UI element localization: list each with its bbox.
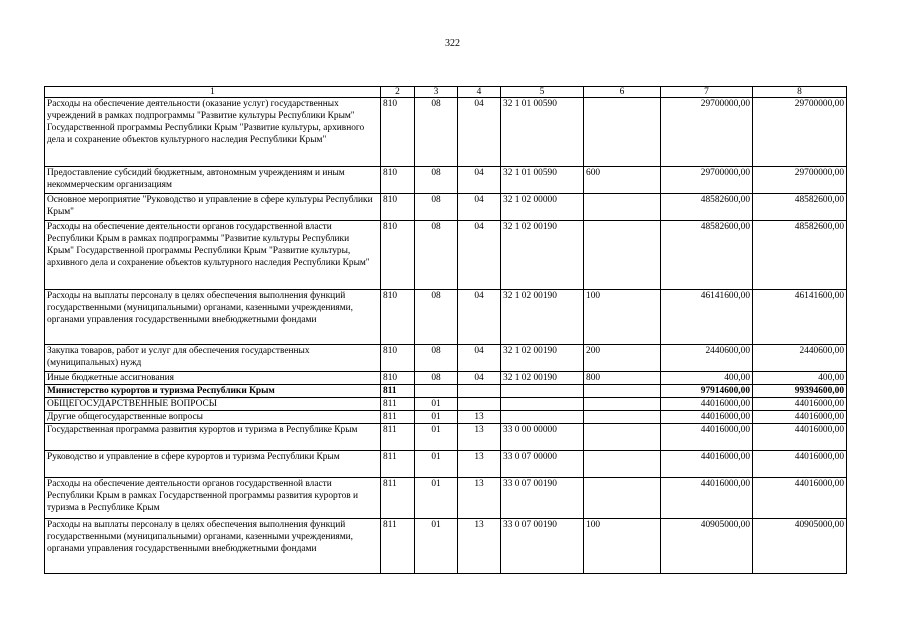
description-cell [45,424,381,451]
target-article-code: 33 0 07 00000 [503,452,557,462]
target-article-code-cell [501,398,584,411]
amount-year-2: 46141600,00 [794,291,844,301]
amount-year-2: 40905000,00 [794,520,844,530]
table-row [45,519,847,574]
chapter-code-cell [381,411,415,424]
amount-year-1: 48582600,00 [700,222,750,232]
amount-year-1-cell [661,451,753,478]
chapter-code-cell [381,98,415,167]
subsection-code-cell [458,290,501,345]
amount-year-2: 29700000,00 [794,99,844,109]
table-row [45,398,847,411]
expense-type-code: 100 [586,291,601,301]
amount-year-1: 29700000,00 [700,168,750,178]
subsection-code-cell [458,398,501,411]
subsection-code: 13 [474,425,484,435]
description: Руководство и управление в сфере курортов и туризма Республики Крым [47,452,340,462]
amount-year-1: 29700000,00 [700,99,750,109]
description: Иные бюджетные ассигнования [47,373,174,383]
amount-year-1: 2440600,00 [705,346,750,356]
section-code: 01 [431,425,441,435]
header-cell-8: 8 [753,87,847,98]
table-row [45,98,847,167]
subsection-code-cell [458,345,501,372]
section-code-cell [415,424,458,451]
expense-type-code: 200 [586,346,601,356]
amount-year-2-cell [753,519,847,574]
chapter-code-cell [381,221,415,290]
section-code: 01 [431,520,441,530]
section-code-cell [415,221,458,290]
chapter-code-cell [381,385,415,398]
header-cell-7: 7 [661,87,753,98]
subsection-code: 04 [474,222,484,232]
chapter-code: 811 [383,479,397,489]
table-row [45,451,847,478]
expense-type-code-cell [584,167,661,194]
amount-year-1: 97914600,00 [700,386,750,396]
section-code: 08 [431,346,441,356]
target-article-code: 33 0 07 00190 [503,479,557,489]
section-code-cell [415,372,458,385]
chapter-code: 810 [383,346,398,356]
header-cell-5: 5 [501,87,584,98]
subsection-code-cell [458,221,501,290]
subsection-code: 13 [474,452,484,462]
amount-year-2-cell [753,194,847,221]
amount-year-1-cell [661,98,753,167]
description-cell [45,451,381,478]
amount-year-1-cell [661,221,753,290]
target-article-code: 32 1 02 00190 [503,346,557,356]
amount-year-1-cell [661,398,753,411]
description: Другие общегосударственные вопросы [47,412,203,422]
target-article-code: 32 1 02 00190 [503,222,557,232]
amount-year-1: 44016000,00 [700,479,750,489]
amount-year-1-cell [661,345,753,372]
target-article-code-cell [501,478,584,519]
expense-type-code-cell [584,478,661,519]
amount-year-2-cell [753,424,847,451]
subsection-code-cell [458,478,501,519]
amount-year-2-cell [753,411,847,424]
chapter-code-cell [381,372,415,385]
chapter-code: 810 [383,99,398,109]
expense-type-code-cell [584,221,661,290]
description: Расходы на выплаты персоналу в целях обеспечения выполнения функций государственными (муниципальными) органами, казенными учреждениями, органами управления государственными внебюджетными фондами [47,520,354,554]
description-cell [45,398,381,411]
chapter-code-cell [381,451,415,478]
subsection-code-cell [458,98,501,167]
expense-type-code-cell [584,451,661,478]
chapter-code: 811 [383,412,397,422]
subsection-code: 04 [474,99,484,109]
subsection-code: 04 [474,168,484,178]
description-cell [45,221,381,290]
table-row [45,372,847,385]
expense-type-code-cell [584,385,661,398]
section-code: 08 [431,99,441,109]
subsection-code: 04 [474,373,484,383]
section-code: 08 [431,195,441,205]
description-cell [45,385,381,398]
chapter-code: 811 [383,520,397,530]
chapter-code-cell [381,398,415,411]
amount-year-2-cell [753,167,847,194]
section-code-cell [415,398,458,411]
chapter-code: 810 [383,168,398,178]
subsection-code: 13 [474,479,484,489]
section-code-cell [415,98,458,167]
section-code: 01 [431,412,441,422]
amount-year-2: 44016000,00 [794,412,844,422]
amount-year-1-cell [661,372,753,385]
description-cell [45,411,381,424]
amount-year-1: 48582600,00 [700,195,750,205]
section-code: 08 [431,373,441,383]
amount-year-2: 400,00 [818,373,844,383]
description: Министерство курортов и туризма Республики Крым [47,386,275,396]
amount-year-2: 48582600,00 [794,195,844,205]
target-article-code-cell [501,424,584,451]
amount-year-2-cell [753,398,847,411]
amount-year-2-cell [753,451,847,478]
amount-year-1-cell [661,167,753,194]
subsection-code-cell [458,424,501,451]
amount-year-1-cell [661,290,753,345]
amount-year-1: 44016000,00 [700,425,750,435]
chapter-code: 810 [383,373,398,383]
subsection-code-cell [458,194,501,221]
amount-year-2-cell [753,98,847,167]
chapter-code-cell [381,519,415,574]
expense-type-code-cell [584,194,661,221]
amount-year-1-cell [661,385,753,398]
header-cell-6: 6 [584,87,661,98]
subsection-code: 04 [474,346,484,356]
header-cell-2: 2 [381,87,415,98]
expense-type-code-cell [584,372,661,385]
section-code: 01 [431,479,441,489]
chapter-code: 811 [383,399,397,409]
subsection-code: 04 [474,195,484,205]
description-cell [45,167,381,194]
section-code-cell [415,451,458,478]
amount-year-2-cell [753,221,847,290]
amount-year-1-cell [661,478,753,519]
header-cell-4: 4 [458,87,501,98]
chapter-code: 811 [383,425,397,435]
section-code: 01 [431,399,441,409]
amount-year-2-cell [753,385,847,398]
expense-type-code: 100 [586,520,601,530]
amount-year-1-cell [661,519,753,574]
amount-year-2-cell [753,372,847,385]
subsection-code: 13 [474,412,484,422]
table-row [45,167,847,194]
subsection-code-cell [458,451,501,478]
amount-year-2: 44016000,00 [794,479,844,489]
description: Расходы на обеспечение деятельности органов государственной власти Республики Крым в рамках подпрограммы "Развитие культуры Республики Крым" Государственной программы Республики Крым "Развитие культуры, архивного дела и сохранение объектов культурного наследия Республики Крым" [47,222,370,268]
subsection-code: 04 [474,291,484,301]
table-row [45,194,847,221]
expense-type-code-cell [584,398,661,411]
target-article-code: 32 1 02 00190 [503,291,557,301]
description-cell [45,372,381,385]
description: Расходы на обеспечение деятельности органов государственной власти Республики Крым в рамках Государственной программы развития курортов и туризма в Республике Крым [47,479,359,513]
chapter-code: 811 [383,386,397,396]
chapter-code: 811 [383,452,397,462]
target-article-code: 33 0 00 00000 [503,425,557,435]
expense-type-code: 800 [586,373,601,383]
chapter-code-cell [381,345,415,372]
subsection-code: 13 [474,520,484,530]
description: Закупка товаров, работ и услуг для обеспечения государственных (муниципальных) нужд [47,346,310,368]
amount-year-1-cell [661,194,753,221]
description: Расходы на выплаты персоналу в целях обеспечения выполнения функций государственными (муниципальными) органами, казенными учреждениями, органами управления государственными внебюджетными фондами [47,291,354,325]
subsection-code-cell [458,411,501,424]
chapter-code-cell [381,167,415,194]
chapter-code-cell [381,194,415,221]
subsection-code-cell [458,372,501,385]
amount-year-2-cell [753,290,847,345]
expense-type-code-cell [584,411,661,424]
amount-year-2: 44016000,00 [794,425,844,435]
amount-year-1: 46141600,00 [700,291,750,301]
target-article-code-cell [501,451,584,478]
amount-year-1: 400,00 [724,373,750,383]
target-article-code-cell [501,385,584,398]
amount-year-1: 44016000,00 [700,399,750,409]
description-cell [45,290,381,345]
amount-year-2-cell [753,478,847,519]
target-article-code-cell [501,98,584,167]
page-number: 322 [445,38,460,49]
target-article-code-cell [501,290,584,345]
target-article-code: 32 1 01 00590 [503,168,557,178]
section-code-cell [415,290,458,345]
section-code-cell [415,167,458,194]
target-article-code: 32 1 02 00000 [503,195,557,205]
chapter-code: 810 [383,222,398,232]
table-row [45,411,847,424]
target-article-code-cell [501,345,584,372]
target-article-code: 32 1 02 00190 [503,373,557,383]
table-row [45,385,847,398]
chapter-code-cell [381,424,415,451]
chapter-code: 810 [383,291,398,301]
expense-type-code-cell [584,98,661,167]
section-code-cell [415,519,458,574]
budget-table [44,86,847,574]
description: Государственная программа развития курортов и туризма в Республике Крым [47,425,358,435]
amount-year-2: 44016000,00 [794,452,844,462]
amount-year-2: 29700000,00 [794,168,844,178]
target-article-code-cell [501,194,584,221]
table-row [45,221,847,290]
table-row [45,478,847,519]
amount-year-1: 44016000,00 [700,452,750,462]
amount-year-2: 2440600,00 [799,346,844,356]
header-cell-3: 3 [415,87,458,98]
amount-year-2: 44016000,00 [794,399,844,409]
description-cell [45,345,381,372]
description-cell [45,519,381,574]
section-code: 08 [431,291,441,301]
table-row [45,290,847,345]
section-code: 08 [431,168,441,178]
amount-year-2: 48582600,00 [794,222,844,232]
amount-year-1-cell [661,424,753,451]
chapter-code-cell [381,478,415,519]
section-code: 08 [431,222,441,232]
table-row [45,345,847,372]
section-code-cell [415,194,458,221]
amount-year-1-cell [661,411,753,424]
target-article-code-cell [501,411,584,424]
target-article-code: 32 1 01 00590 [503,99,557,109]
amount-year-1: 44016000,00 [700,412,750,422]
amount-year-1: 40905000,00 [700,520,750,530]
chapter-code-cell [381,290,415,345]
section-code-cell [415,385,458,398]
header-cell-1: 1 [45,87,381,98]
section-code-cell [415,478,458,519]
amount-year-2: 99394600,00 [794,386,844,396]
section-code-cell [415,345,458,372]
subsection-code-cell [458,167,501,194]
target-article-code-cell [501,372,584,385]
chapter-code: 810 [383,195,398,205]
description: Расходы на обеспечение деятельности (оказание услуг) государственных учреждений в рамках подпрограммы "Развитие культуры Республики Крым" Государственной программы Республики Крым "Развитие культуры, архивного дела и сохранение объектов культурного наследия Республики Крым" [47,99,365,145]
expense-type-code-cell [584,345,661,372]
header-row [45,87,847,98]
description: Предоставление субсидий бюджетным, автономным учреждениям и иным некоммерческим организациям [47,168,345,190]
table-body [45,98,847,574]
section-code-cell [415,411,458,424]
target-article-code-cell [501,221,584,290]
description: Основное мероприятие "Руководство и управление в сфере культуры Республики Крым" [47,195,373,217]
description-cell [45,194,381,221]
target-article-code-cell [501,167,584,194]
expense-type-code-cell [584,519,661,574]
amount-year-2-cell [753,345,847,372]
description-cell [45,98,381,167]
subsection-code-cell [458,385,501,398]
expense-type-code: 600 [586,168,601,178]
subsection-code-cell [458,519,501,574]
target-article-code: 33 0 07 00190 [503,520,557,530]
expense-type-code-cell [584,290,661,345]
description: ОБЩЕГОСУДАРСТВЕННЫЕ ВОПРОСЫ [47,399,217,409]
table-row [45,424,847,451]
section-code: 01 [431,452,441,462]
description-cell [45,478,381,519]
expense-type-code-cell [584,424,661,451]
target-article-code-cell [501,519,584,574]
